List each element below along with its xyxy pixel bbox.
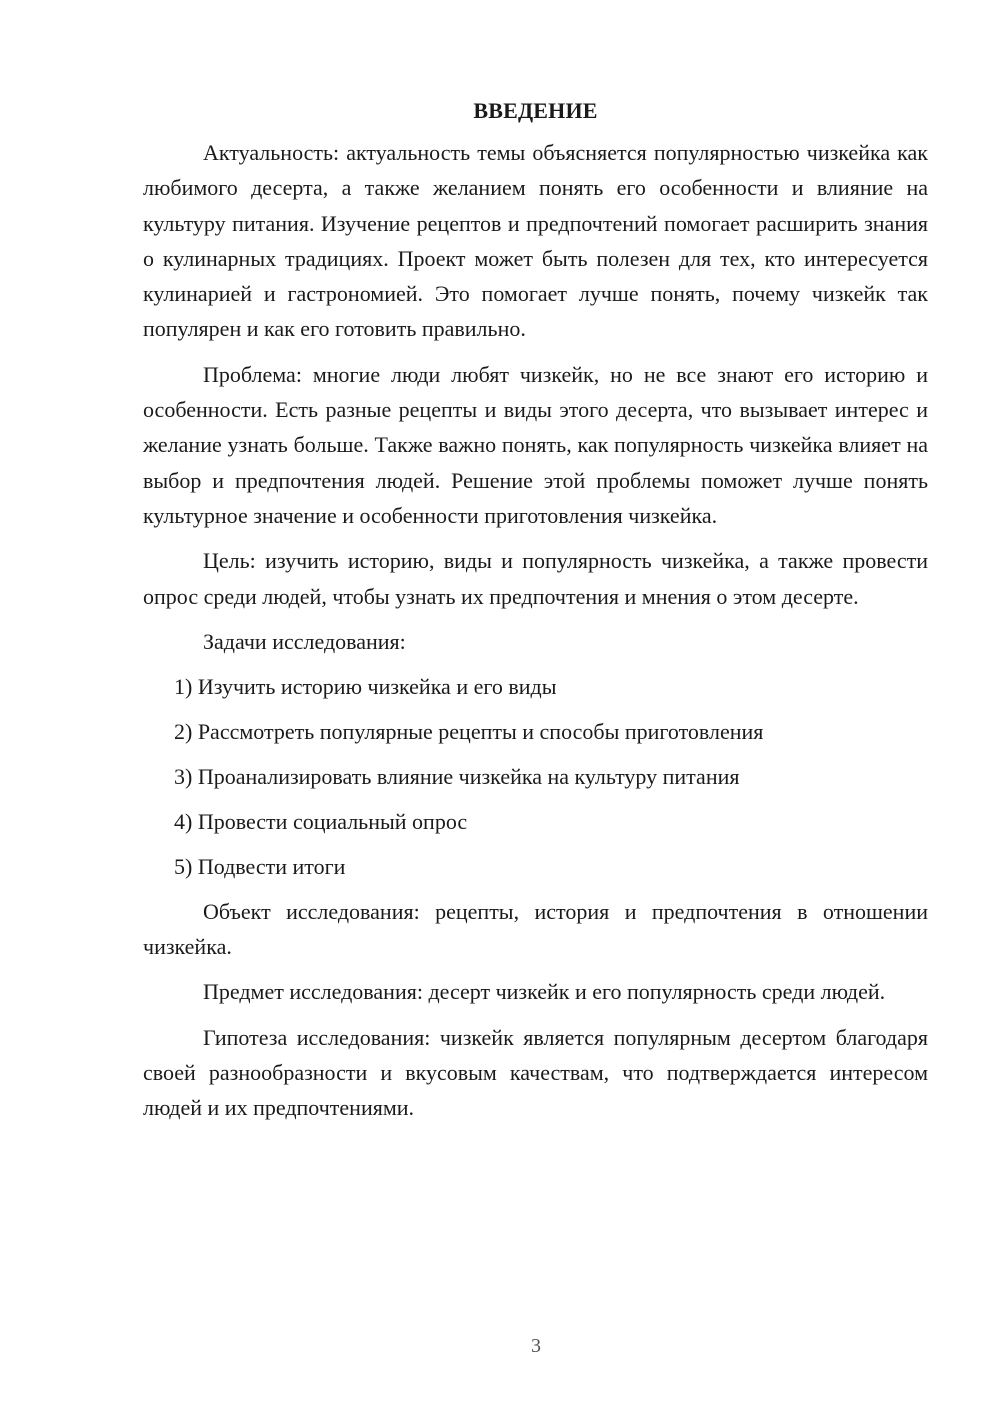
subject-paragraph: Предмет исследования: десерт чизкейк и его популярность среди людей. (203, 979, 886, 1005)
task-item-1: 1) Изучить историю чизкейка и его виды (174, 673, 557, 699)
task-item-3: 3) Проанализировать влияние чизкейка на культуру питания (174, 763, 740, 789)
object-paragraph: Объект исследования: рецепты, история и предпочтения в отношении чизкейка. (143, 898, 928, 960)
section-title: ВВЕДЕНИЕ (473, 98, 598, 123)
problem-paragraph: Проблема: многие люди любят чизкейк, но не все знают его историю и особенности. Есть разные рецепты и виды этого десерта, что вызывает интерес и желание узнать больше. Также важно понять, как популярность чизкейка влияет на выбор и предпочтения людей. Решение этой проблемы поможет лучше понять культурное значение и особенности приготовления чизкейка. (143, 361, 928, 528)
tasks-heading: Задачи исследования: (203, 628, 406, 654)
document-page (143, 95, 928, 1136)
task-item-5: 5) Подвести итоги (174, 853, 346, 879)
task-item-4: 4) Провести социальный опрос (174, 808, 468, 834)
relevance-paragraph: Актуальность: актуальность темы объясняется популярностью чизкейка как любимого десерта, а также желанием понять его особенности и влияние на культуру питания. Изучение рецептов и предпочтений помогает расширить знания о кулинарных традициях. Проект может быть полезен для тех, кто интересуется кулинарией и гастрономией. Это помогает лучше понять, почему чизкейк так популярен и как его готовить правильно. (143, 140, 928, 342)
tasks-list (143, 669, 928, 884)
goal-paragraph: Цель: изучить историю, виды и популярность чизкейка, а также провести опрос среди людей, чтобы узнать их предпочтения и мнения о этом десерте. (143, 548, 928, 609)
page-number: 3 (531, 1335, 541, 1357)
task-item-2: 2) Рассмотреть популярные рецепты и способы приготовления (174, 718, 764, 744)
hypothesis-paragraph: Гипотеза исследования: чизкейк является популярным десертом благодаря своей разнообразности и вкусовым качествам, что подтверждается интересом людей и их предпочтениями. (143, 1024, 928, 1121)
